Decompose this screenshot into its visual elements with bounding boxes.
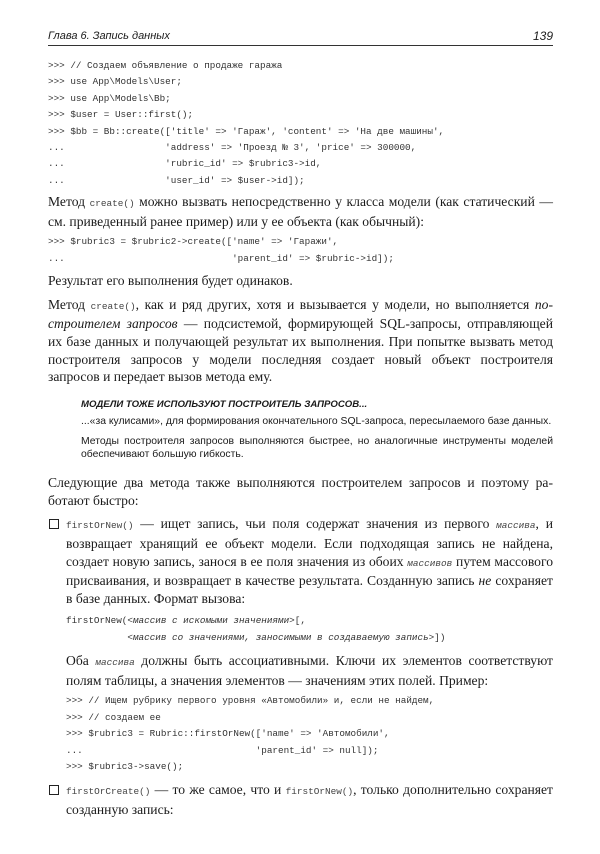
bullet-first-or-create xyxy=(48,781,553,818)
page-number: 139 xyxy=(532,29,553,43)
note-paragraph-1: ...«за кулисами», для формирования окончательного SQL-запроса, пересылаемого базе данных. xyxy=(81,415,552,427)
bullet-first-or-new-text: firstOrNew() — ищет запись, чьи поля содержат значения из первого массива, и возвращает хранящий ее объект модели. Если подходящая запись не найдена, создает новую запись, занося в ее поля значения из обоих массивов путем массового присваивания, и возвращает в качестве результата. Созданную запись не сохраняет в базе данных. Формат вызова: xyxy=(66,516,554,606)
note-paragraph-2: Методы построителя запросов выполняются быстрее, но аналогичные инструменты моделей обеспечивают большую гибкость. xyxy=(81,435,553,461)
bullet-first-or-new xyxy=(48,515,553,775)
paragraph-result: Результат его выполнения будет одинаков. xyxy=(48,273,293,289)
code-block-create-rubric: >>> $rubric3 = $rubric2->create(['name' => 'Гаражи', ... 'parent_id' => $rubric->id]); xyxy=(48,236,394,264)
bullet-first-or-create-text: firstOrCreate() — то же самое, что и firstOrNew(), только дополнительно сохраняет созданную запись: xyxy=(66,782,553,817)
note-box xyxy=(81,398,553,462)
paragraph-both-arrays: Оба массива должны быть ассоциативными. Ключи их элементов соответствуют полям таблицы, а значения элементов — значениям этих полей. Пример: xyxy=(66,653,553,688)
page-body xyxy=(48,58,553,819)
checkbox-bullet-icon xyxy=(49,519,59,529)
code-block-first-or-new-example: >>> // Ищем рубрику первого уровня «Автомобили» и, если не найдем, >>> // создаем ее >>> $rubric3 = Rubric::firstOrNew(['name' => 'Автомобили', ... 'parent_id' => null]); >>> $rubric3->save(); xyxy=(66,695,435,772)
code-format-first-or-new: firstOrNew(<массив с искомыми значениями>[, <массив со значениями, заносимыми в создаваемую запись>]) xyxy=(66,615,446,643)
page-header xyxy=(48,27,553,46)
paragraph-create-method: Метод create() можно вызвать непосредственно у класса модели (как статический — см. приведенный ранее пример) или у ее объекта (как обычный): xyxy=(48,194,553,229)
code-block-create-bb: >>> // Создаем объявление о продаже гаража >>> use App\Models\User; >>> use App\Models\Bb; >>> $user = User::first(); >>> $bb = Bb::create(['title' => 'Гараж', 'content' => 'На две машины', ... 'address' => 'Проезд № 3', 'price' => 300000, ... 'rubric_id' => $rubric3->id, ... 'user_id' => $user->id]); xyxy=(48,60,445,186)
paragraph-two-methods: Следующие два метода также выполняются построителем запросов и поэтому работают быстро: xyxy=(48,475,553,508)
paragraph-query-builder: Метод create(), как и ряд других, хотя и вызывается у модели, но выполняется построителем запросов — подсистемой, формирующей SQL-запросы, отправляющей их базе данных и получающей результат их выполнения. При попытке вызвать метод построителя запросов у модели последняя создает новый объект построителя запросов и передает вызов метода ему. xyxy=(48,296,553,385)
checkbox-bullet-icon xyxy=(49,785,59,795)
chapter-title: Глава 6. Запись данных xyxy=(48,30,170,42)
note-title: МОДЕЛИ ТОЖЕ ИСПОЛЬЗУЮТ ПОСТРОИТЕЛЬ ЗАПРОСОВ... xyxy=(81,398,368,410)
